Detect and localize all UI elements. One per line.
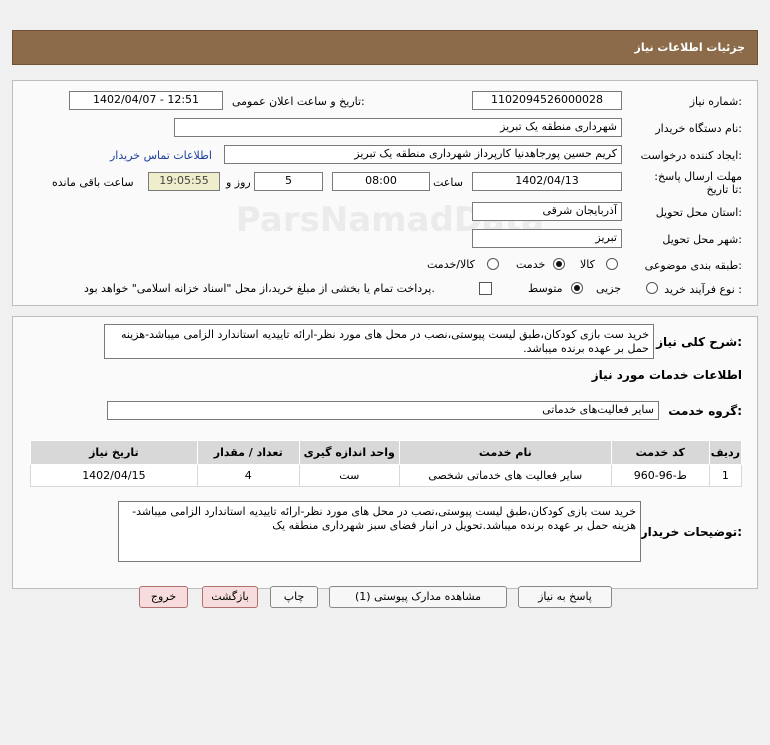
service-group-field: سایر فعالیت‌های خدماتی bbox=[107, 401, 659, 420]
table-header-row bbox=[31, 441, 742, 465]
table-row bbox=[31, 465, 742, 487]
service-group-label: گروه خدمت: bbox=[668, 404, 742, 418]
category-radio-goods[interactable] bbox=[606, 258, 618, 270]
process-radio-minor[interactable] bbox=[646, 282, 658, 294]
cell-unit: ست bbox=[299, 465, 399, 487]
process-option-minor: جزیی bbox=[596, 282, 622, 295]
services-table bbox=[30, 440, 742, 487]
buyer-org-label: نام دستگاه خریدار: bbox=[655, 122, 742, 135]
treasury-payment-text: پرداخت تمام یا بخشی از مبلغ خرید،از محل "اسناد خزانه اسلامی" خواهد بود. bbox=[84, 282, 435, 295]
days-field: 5 bbox=[254, 172, 323, 191]
cell-quantity: 4 bbox=[197, 465, 299, 487]
announce-label: تاریخ و ساعت اعلان عمومی: bbox=[232, 95, 365, 108]
city-field: تبریز bbox=[472, 229, 622, 248]
buyer-notes-text: خرید ست بازی کودکان،طبق لیست پیوستی،نصب در محل های مورد نظر-ارائه تاییدیه استاندارد الزامی میباشد-هزینه حمل بر عهده برنده میباشد.تحویل در انبار فضای سبز شهرداری منطقه یک bbox=[118, 501, 641, 562]
back-button[interactable]: بازگشت bbox=[202, 586, 258, 608]
remaining-label: ساعت باقی مانده bbox=[52, 176, 134, 189]
deadline-label: مهلت ارسال پاسخ: تا تاریخ: bbox=[654, 170, 742, 196]
description-label: شرح کلی نیاز: bbox=[656, 335, 742, 349]
contact-info-link[interactable]: اطلاعات تماس خریدار bbox=[110, 149, 212, 162]
col-row-number: ردیف bbox=[709, 441, 741, 465]
need-number-label: شماره نیاز: bbox=[689, 95, 742, 108]
process-option-medium: متوسط bbox=[528, 282, 563, 295]
col-need-date: تاریخ نیاز bbox=[31, 441, 198, 465]
province-field: آذربایجان شرقی bbox=[472, 202, 622, 221]
page-header bbox=[12, 30, 758, 65]
process-radio-medium[interactable] bbox=[571, 282, 583, 294]
requester-label: ایجاد کننده درخواست: bbox=[640, 149, 742, 162]
buyer-notes-label: توضیحات خریدار: bbox=[640, 525, 742, 539]
category-radio-goods-service[interactable] bbox=[487, 258, 499, 270]
view-attachments-button[interactable]: مشاهده مدارک پیوستی (1) bbox=[329, 586, 507, 608]
category-option-service: خدمت bbox=[516, 258, 546, 271]
cell-service-code: ط-96-960 bbox=[611, 465, 709, 487]
deadline-time-field: 08:00 bbox=[332, 172, 430, 191]
process-label: نوع فرآیند خرید : bbox=[664, 283, 742, 296]
requester-field: کریم حسین پورجاهدنیا کارپرداز شهرداری منطقه یک تبریز bbox=[224, 145, 622, 164]
announce-field: 1402/04/07 - 12:51 bbox=[69, 91, 223, 110]
buyer-org-field: شهرداری منطقه یک تبریز bbox=[174, 118, 622, 137]
description-text: خرید ست بازی کودکان،طبق لیست پیوستی،نصب در محل های مورد نظر-ارائه تاییدیه استاندارد الزامی میباشد-هزینه حمل بر عهده برنده میباشد. bbox=[104, 324, 654, 359]
category-radio-service[interactable] bbox=[553, 258, 565, 270]
category-label: طبقه بندی موضوعی: bbox=[644, 259, 742, 272]
exit-button[interactable]: خروج bbox=[139, 586, 188, 608]
days-label: روز و bbox=[226, 176, 251, 189]
col-unit: واحد اندازه گیری bbox=[299, 441, 399, 465]
cell-row-number: 1 bbox=[709, 465, 741, 487]
cell-service-name: سایر فعالیت های خدماتی شخصی bbox=[399, 465, 611, 487]
remaining-time-field: 19:05:55 bbox=[148, 172, 220, 191]
category-option-goods-service: کالا/خدمت bbox=[427, 258, 475, 271]
need-info-panel bbox=[12, 80, 758, 306]
print-button[interactable]: چاپ bbox=[270, 586, 318, 608]
need-number-field: 1102094526000028 bbox=[472, 91, 622, 110]
page-title: جزئیات اطلاعات نیاز bbox=[634, 41, 745, 54]
services-section-title: اطلاعات خدمات مورد نیاز bbox=[591, 368, 742, 382]
city-label: شهر محل تحویل: bbox=[662, 233, 742, 246]
cell-need-date: 1402/04/15 bbox=[31, 465, 198, 487]
time-label: ساعت bbox=[433, 176, 463, 189]
treasury-payment-checkbox[interactable] bbox=[479, 282, 492, 295]
col-service-name: نام خدمت bbox=[399, 441, 611, 465]
category-option-goods: کالا bbox=[580, 258, 595, 271]
col-quantity: تعداد / مقدار bbox=[197, 441, 299, 465]
deadline-date-field: 1402/04/13 bbox=[472, 172, 622, 191]
reply-button[interactable]: پاسخ به نیاز bbox=[518, 586, 612, 608]
col-service-code: کد خدمت bbox=[611, 441, 709, 465]
province-label: استان محل تحویل: bbox=[655, 206, 742, 219]
